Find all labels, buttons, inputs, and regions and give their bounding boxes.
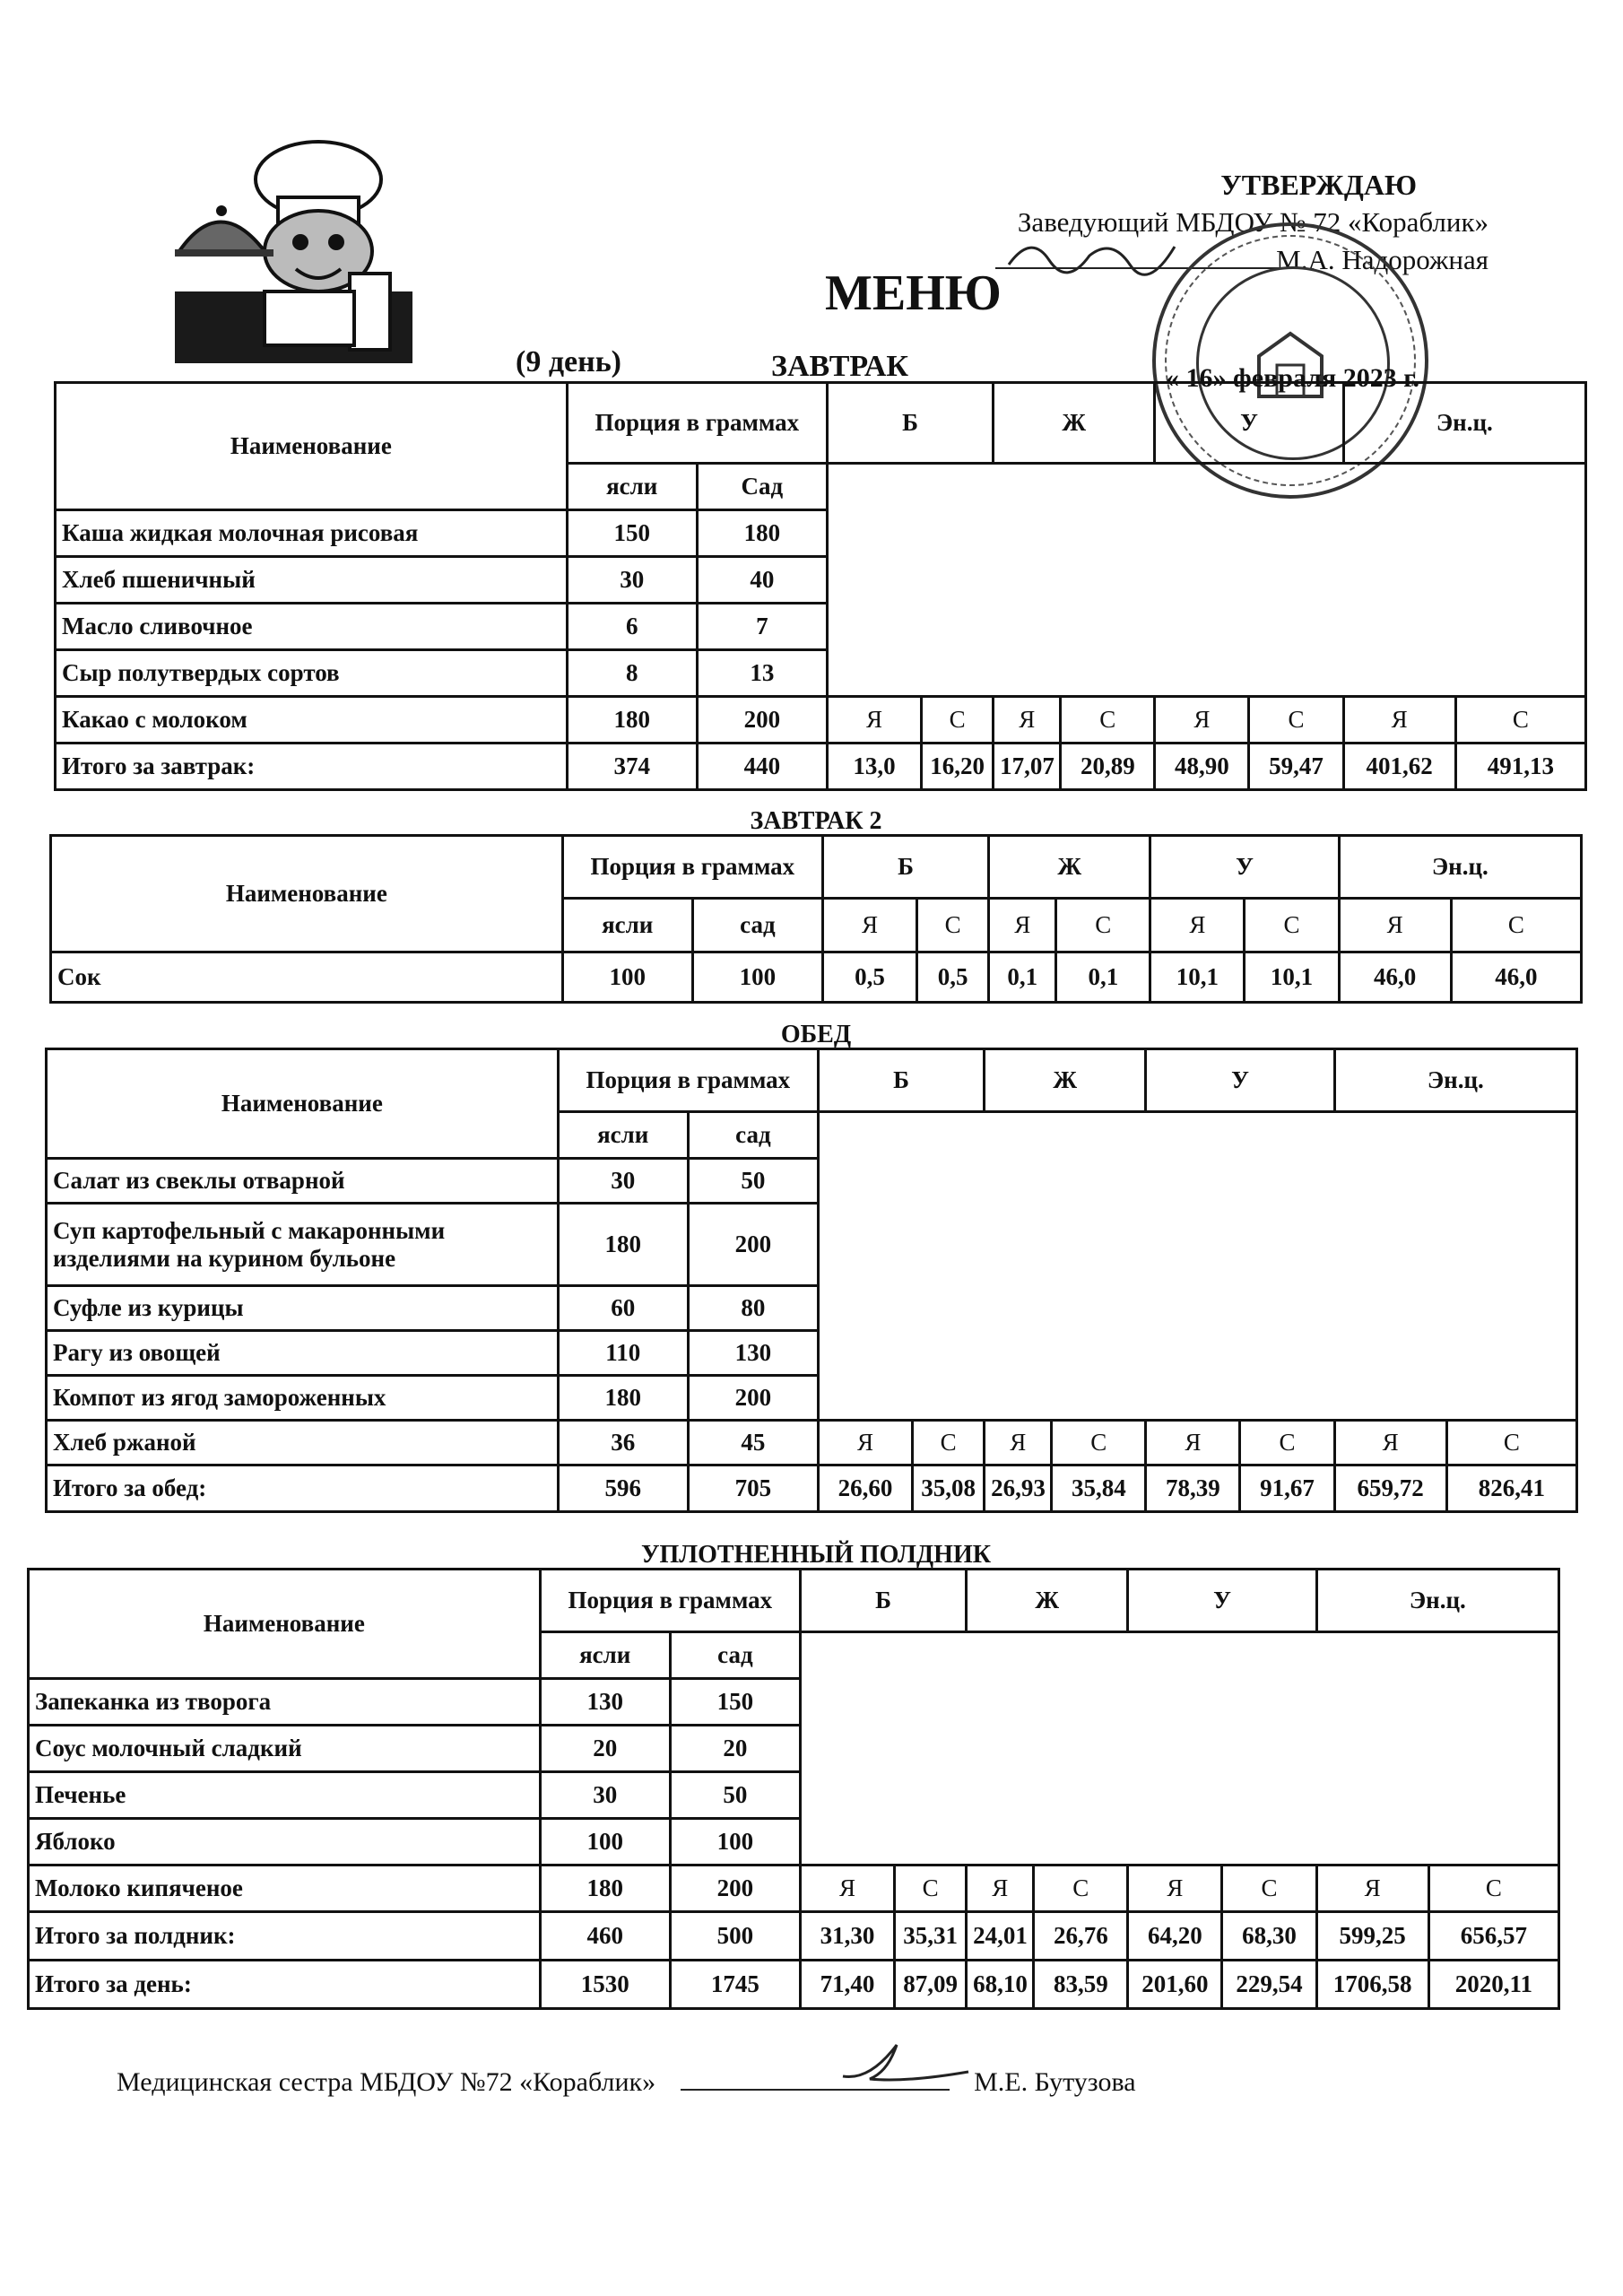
total-value: 659,72	[1334, 1465, 1446, 1512]
garden-portion: 200	[688, 1204, 818, 1286]
total-row	[29, 1912, 1559, 1961]
total-row	[47, 1465, 1577, 1512]
nutrient-value: 0,1	[989, 952, 1056, 1003]
b-ya-header: Я	[822, 899, 916, 952]
lunch-title: ОБЕД	[780, 1021, 852, 1048]
name-header: Наименование	[51, 836, 563, 952]
total-row	[56, 744, 1586, 790]
nutrient-value: 10,1	[1150, 952, 1245, 1003]
nursery-header: ясли	[558, 1112, 688, 1159]
garden-portion: 200	[670, 1866, 800, 1912]
u-ya-header: Я	[1150, 899, 1245, 952]
name-header: Наименование	[56, 383, 568, 510]
day-total-garden: 1745	[670, 1961, 800, 2009]
name-header: Наименование	[47, 1049, 559, 1159]
nurse-position: Медицинская сестра МБДОУ №72 «Кораблик»	[117, 2067, 656, 2097]
en-s-header: С	[1455, 697, 1585, 744]
total-nursery: 460	[540, 1912, 670, 1961]
garden-header: сад	[670, 1632, 800, 1679]
footer-signature	[117, 2067, 1136, 2098]
en-s-header: С	[1428, 1866, 1558, 1912]
dish-name: Молоко кипяченое	[29, 1866, 541, 1912]
day-total-value: 2020,11	[1428, 1961, 1558, 2009]
day-total-value: 201,60	[1128, 1961, 1222, 2009]
snack-title: УПЛОТНЕННЫЙ ПОЛДНИК	[640, 1541, 992, 1569]
total-value: 48,90	[1155, 744, 1249, 790]
nursery-portion: 150	[567, 510, 697, 557]
garden-portion: 20	[670, 1726, 800, 1772]
total-value: 26,93	[985, 1465, 1052, 1512]
total-label: Итого за обед:	[47, 1465, 559, 1512]
breakfast-title: ЗАВТРАК	[771, 350, 909, 383]
garden-portion: 7	[697, 604, 827, 650]
zh-s-header: С	[1034, 1866, 1128, 1912]
u-s-header: С	[1249, 697, 1343, 744]
b-header: Б	[818, 1049, 984, 1112]
en-header: Эн.ц.	[1334, 1049, 1576, 1112]
dish-name: Компот из ягод замороженных	[47, 1376, 559, 1421]
total-value: 31,30	[800, 1912, 894, 1961]
chef-illustration	[175, 139, 417, 363]
b-header: Б	[827, 383, 993, 464]
dish-name: Хлеб ржаной	[47, 1421, 559, 1465]
total-value: 35,84	[1052, 1465, 1146, 1512]
name-header: Наименование	[29, 1570, 541, 1679]
en-s-header: С	[1451, 899, 1581, 952]
u-ya-header: Я	[1155, 697, 1249, 744]
total-value: 20,89	[1061, 744, 1155, 790]
garden-portion: 180	[697, 510, 827, 557]
total-nursery: 596	[558, 1465, 688, 1512]
nursery-portion: 60	[558, 1286, 688, 1331]
garden-portion: 150	[670, 1679, 800, 1726]
nursery-header: ясли	[567, 464, 697, 510]
zh-s-header: С	[1052, 1421, 1146, 1465]
dish-name: Суфле из курицы	[47, 1286, 559, 1331]
nutrient-value: 46,0	[1339, 952, 1451, 1003]
nurse-signature	[834, 2036, 977, 2090]
menu-date: « 16» февраля 2023 г.	[1166, 363, 1420, 393]
nutrient-value: 0,5	[822, 952, 916, 1003]
zh-header: Ж	[967, 1570, 1128, 1632]
b-ya-header: Я	[818, 1421, 912, 1465]
portion-header: Порция в граммах	[567, 383, 827, 464]
dish-name: Печенье	[29, 1772, 541, 1819]
nursery-portion: 8	[567, 650, 697, 697]
table-row	[51, 952, 1582, 1003]
dish-name: Хлеб пшеничный	[56, 557, 568, 604]
breakfast-table	[54, 381, 1587, 791]
total-value: 24,01	[967, 1912, 1034, 1961]
garden-portion: 100	[692, 952, 822, 1003]
approve-position: Заведующий МБДОУ № 72 «Кораблик»	[1017, 206, 1488, 238]
total-value: 35,08	[913, 1465, 985, 1512]
total-value: 17,07	[994, 744, 1061, 790]
total-label: Итого за полдник:	[29, 1912, 541, 1961]
day-total-value: 83,59	[1034, 1961, 1128, 2009]
total-value: 26,76	[1034, 1912, 1128, 1961]
u-ya-header: Я	[1128, 1866, 1222, 1912]
nursery-portion: 130	[540, 1679, 670, 1726]
total-value: 59,47	[1249, 744, 1343, 790]
dish-name: Запеканка из творога	[29, 1679, 541, 1726]
portion-header: Порция в граммах	[562, 836, 822, 899]
total-nursery: 374	[567, 744, 697, 790]
day-total-label: Итого за день:	[29, 1961, 541, 2009]
garden-portion: 200	[688, 1376, 818, 1421]
nutrient-value: 46,0	[1451, 952, 1581, 1003]
zh-s-header: С	[1061, 697, 1155, 744]
b-header: Б	[800, 1570, 966, 1632]
en-header: Эн.ц.	[1316, 1570, 1558, 1632]
en-ya-header: Я	[1316, 1866, 1428, 1912]
total-value: 599,25	[1316, 1912, 1428, 1961]
total-value: 13,0	[827, 744, 921, 790]
day-total-value: 229,54	[1222, 1961, 1316, 2009]
total-garden: 705	[688, 1465, 818, 1512]
dish-name: Салат из свеклы отварной	[47, 1159, 559, 1204]
zh-s-header: С	[1056, 899, 1150, 952]
garden-header: Сад	[697, 464, 827, 510]
garden-portion: 50	[688, 1159, 818, 1204]
b-header: Б	[822, 836, 988, 899]
garden-portion: 13	[697, 650, 827, 697]
nursery-portion: 36	[558, 1421, 688, 1465]
b-s-header: С	[895, 1866, 967, 1912]
nursery-portion: 20	[540, 1726, 670, 1772]
garden-header: сад	[688, 1112, 818, 1159]
garden-portion: 200	[697, 697, 827, 744]
dish-name: Сыр полутвердых сортов	[56, 650, 568, 697]
dish-name: Суп картофельный с макаронными изделиями на курином бульоне	[47, 1204, 559, 1286]
nursery-portion: 30	[540, 1772, 670, 1819]
zh-header: Ж	[994, 383, 1155, 464]
nursery-portion: 30	[558, 1159, 688, 1204]
u-header: У	[1146, 1049, 1334, 1112]
nursery-portion: 30	[567, 557, 697, 604]
table-row	[47, 1421, 1577, 1465]
en-header: Эн.ц.	[1343, 383, 1585, 464]
menu-day: (9 день)	[516, 345, 622, 378]
garden-portion: 100	[670, 1819, 800, 1866]
total-value: 656,57	[1428, 1912, 1558, 1961]
day-total-value: 1706,58	[1316, 1961, 1428, 2009]
dish-name: Какао с молоком	[56, 697, 568, 744]
approve-title: УТВЕРЖДАЮ	[1220, 169, 1417, 201]
dish-name: Каша жидкая молочная рисовая	[56, 510, 568, 557]
total-value: 16,20	[922, 744, 994, 790]
nursery-portion: 180	[558, 1204, 688, 1286]
b-s-header: С	[917, 899, 989, 952]
day-total-value: 71,40	[800, 1961, 894, 2009]
nursery-portion: 100	[540, 1819, 670, 1866]
garden-portion: 45	[688, 1421, 818, 1465]
nursery-portion: 180	[558, 1376, 688, 1421]
table-row	[56, 697, 1586, 744]
dish-name: Соус молочный сладкий	[29, 1726, 541, 1772]
snack-table	[27, 1568, 1560, 2010]
director-signature	[1004, 229, 1184, 283]
nursery-portion: 100	[562, 952, 692, 1003]
total-value: 78,39	[1146, 1465, 1240, 1512]
u-header: У	[1150, 836, 1339, 899]
en-header: Эн.ц.	[1339, 836, 1581, 899]
u-header: У	[1128, 1570, 1316, 1632]
zh-header: Ж	[989, 836, 1150, 899]
total-value: 68,30	[1222, 1912, 1316, 1961]
dish-name: Масло сливочное	[56, 604, 568, 650]
u-s-header: С	[1240, 1421, 1334, 1465]
nursery-portion: 6	[567, 604, 697, 650]
u-s-header: С	[1222, 1866, 1316, 1912]
nutrient-value: 0,1	[1056, 952, 1150, 1003]
nutrient-value: 0,5	[917, 952, 989, 1003]
en-ya-header: Я	[1334, 1421, 1446, 1465]
b-ya-header: Я	[800, 1866, 894, 1912]
nursery-header: ясли	[540, 1632, 670, 1679]
dish-name: Сок	[51, 952, 563, 1003]
table-row	[29, 1866, 1559, 1912]
b-ya-header: Я	[827, 697, 921, 744]
nutrients-blank	[827, 464, 1585, 697]
garden-portion: 80	[688, 1286, 818, 1331]
breakfast2-title: ЗАВТРАК 2	[750, 807, 882, 835]
nutrients-blank	[818, 1112, 1576, 1421]
total-garden: 500	[670, 1912, 800, 1961]
garden-portion: 130	[688, 1331, 818, 1376]
u-header: У	[1155, 383, 1343, 464]
breakfast2-table	[49, 834, 1583, 1004]
nurse-name: М.Е. Бутузова	[974, 2067, 1136, 2097]
total-value: 35,31	[895, 1912, 967, 1961]
total-value: 826,41	[1446, 1465, 1576, 1512]
zh-ya-header: Я	[989, 899, 1056, 952]
approve-name: М.А. Надорожная	[1276, 244, 1488, 275]
nursery-portion: 180	[540, 1866, 670, 1912]
garden-portion: 50	[670, 1772, 800, 1819]
portion-header: Порция в граммах	[540, 1570, 800, 1632]
zh-ya-header: Я	[967, 1866, 1034, 1912]
nutrients-blank	[800, 1632, 1558, 1866]
day-total-value: 87,09	[895, 1961, 967, 2009]
total-value: 26,60	[818, 1465, 912, 1512]
day-total-value: 68,10	[967, 1961, 1034, 2009]
u-ya-header: Я	[1146, 1421, 1240, 1465]
nursery-portion: 180	[567, 697, 697, 744]
zh-ya-header: Я	[994, 697, 1061, 744]
portion-header: Порция в граммах	[558, 1049, 818, 1112]
dish-name: Яблоко	[29, 1819, 541, 1866]
en-s-header: С	[1446, 1421, 1576, 1465]
nursery-portion: 110	[558, 1331, 688, 1376]
garden-portion: 40	[697, 557, 827, 604]
b-s-header: С	[913, 1421, 985, 1465]
day-total-nursery: 1530	[540, 1961, 670, 2009]
en-ya-header: Я	[1343, 697, 1455, 744]
day-total-row	[29, 1961, 1559, 2009]
en-ya-header: Я	[1339, 899, 1451, 952]
total-garden: 440	[697, 744, 827, 790]
total-value: 401,62	[1343, 744, 1455, 790]
nursery-header: ясли	[562, 899, 692, 952]
lunch-table	[45, 1048, 1578, 1513]
total-label: Итого за завтрак:	[56, 744, 568, 790]
garden-header: сад	[692, 899, 822, 952]
total-value: 91,67	[1240, 1465, 1334, 1512]
total-value: 64,20	[1128, 1912, 1222, 1961]
b-s-header: С	[922, 697, 994, 744]
u-s-header: С	[1245, 899, 1339, 952]
zh-ya-header: Я	[985, 1421, 1052, 1465]
page-title: МЕНЮ	[825, 265, 1002, 321]
zh-header: Ж	[985, 1049, 1146, 1112]
nutrient-value: 10,1	[1245, 952, 1339, 1003]
total-value: 491,13	[1455, 744, 1585, 790]
dish-name: Рагу из овощей	[47, 1331, 559, 1376]
